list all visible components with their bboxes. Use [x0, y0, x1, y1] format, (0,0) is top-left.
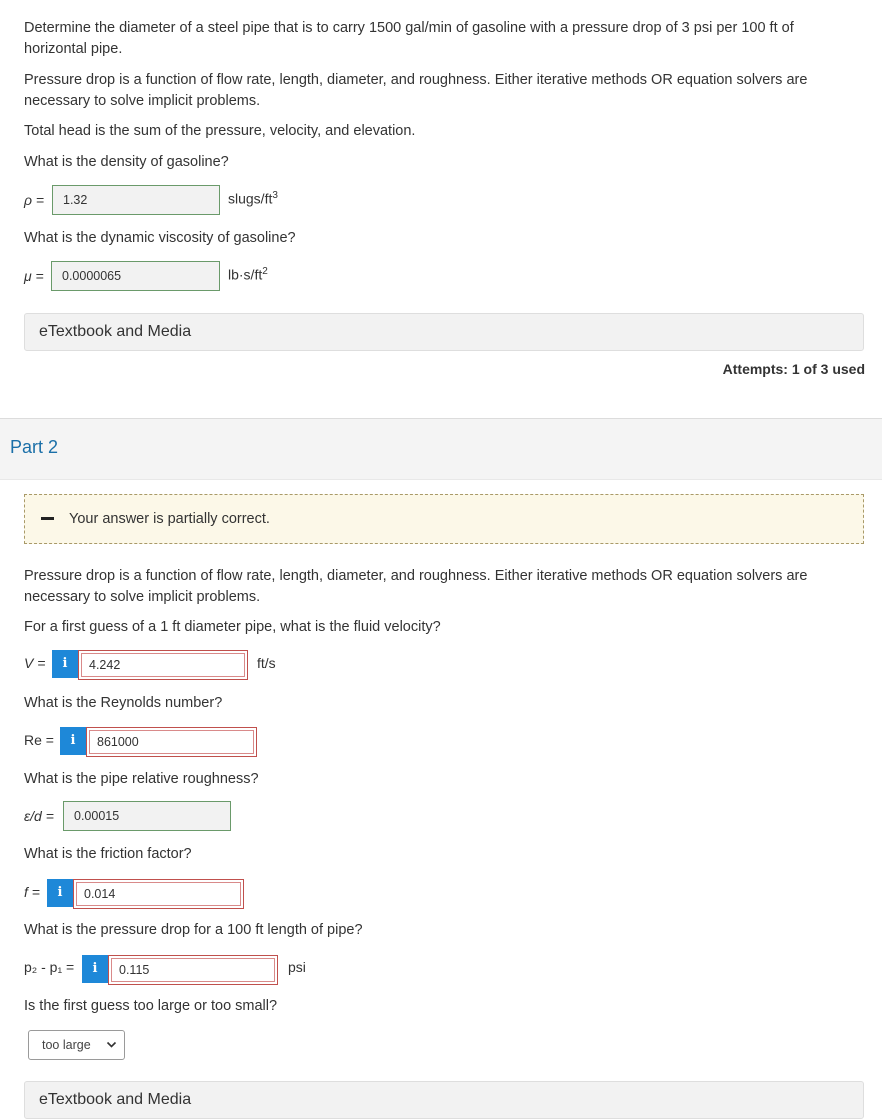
attempts-counter: Attempts: 1 of 3 used — [722, 361, 865, 377]
question-roughness: What is the pipe relative roughness? — [24, 771, 259, 787]
density-unit — [228, 190, 278, 207]
pressure-drop-label: p₂ - p₁ = — [24, 959, 75, 975]
pressure-drop-unit: psi — [288, 959, 306, 975]
hint-total-head: Total head is the sum of the pressure, velocity, and elevation. — [24, 123, 416, 139]
velocity-unit: ft/s — [257, 655, 276, 671]
reynolds-label: Re = — [24, 732, 54, 748]
etextbook-media-button[interactable]: eTextbook and Media — [24, 1081, 864, 1119]
roughness-label: ε/d = — [24, 808, 54, 824]
partial-correct-icon — [41, 517, 54, 520]
question-density: What is the density of gasoline? — [24, 154, 229, 170]
density-unit-exponent: 3 — [272, 190, 278, 201]
question-friction: What is the friction factor? — [24, 846, 192, 862]
viscosity-input[interactable]: 0.0000065 — [51, 261, 220, 291]
info-icon[interactable]: i — [52, 650, 78, 678]
question-velocity: For a first guess of a 1 ft diameter pipe, what is the fluid velocity? — [24, 619, 441, 635]
feedback-banner — [24, 494, 864, 544]
problem-statement: Determine the diameter of a steel pipe that is to carry 1500 gal/min of gasoline with a pressure drop of 3 psi per 100 ft of horizontal pipe. — [24, 20, 794, 57]
feedback-message: Your answer is partially correct. — [69, 511, 270, 527]
density-unit-text: slugs/ft — [228, 190, 273, 207]
part2-hint: Pressure drop is a function of flow rate, length, diameter, and roughness. Either iterative methods OR equation solvers are necessary to solve implicit problems. — [24, 568, 808, 605]
info-icon[interactable]: i — [47, 879, 73, 907]
friction-input[interactable]: 0.014 — [73, 879, 244, 909]
friction-label: f = — [24, 884, 40, 900]
question-guess-size: Is the first guess too large or too small? — [24, 998, 278, 1014]
roughness-input[interactable]: 0.00015 — [63, 801, 231, 831]
hint-pressure-drop: Pressure drop is a function of flow rate, length, diameter, and roughness. Either iterative methods OR equation solvers are necessary to solve implicit problems. — [24, 72, 808, 109]
info-icon[interactable]: i — [60, 727, 86, 755]
part-title: Part 2 — [10, 437, 59, 457]
question-reynolds: What is the Reynolds number? — [24, 695, 223, 711]
velocity-input[interactable]: 4.242 — [78, 650, 248, 680]
pressure-drop-input[interactable]: 0.115 — [108, 955, 278, 985]
info-icon[interactable]: i — [82, 955, 108, 983]
guess-size-select[interactable] — [28, 1030, 125, 1060]
viscosity-unit — [228, 266, 268, 283]
reynolds-input[interactable]: 861000 — [86, 727, 257, 757]
question-viscosity: What is the dynamic viscosity of gasoline? — [24, 230, 296, 246]
rho-label: ρ = — [24, 192, 45, 208]
mu-label: μ = — [24, 268, 44, 284]
part-header — [0, 418, 882, 480]
question-pressure-drop: What is the pressure drop for a 100 ft length of pipe? — [24, 922, 363, 938]
chevron-down-icon — [106, 1031, 117, 1070]
density-input[interactable]: 1.32 — [52, 185, 220, 215]
viscosity-unit-text: lb·s/ft — [228, 266, 263, 283]
velocity-label: V = — [24, 655, 46, 671]
guess-size-selected: too large — [42, 1038, 91, 1052]
viscosity-unit-exponent: 2 — [262, 266, 268, 277]
etextbook-media-button[interactable]: eTextbook and Media — [24, 313, 864, 351]
